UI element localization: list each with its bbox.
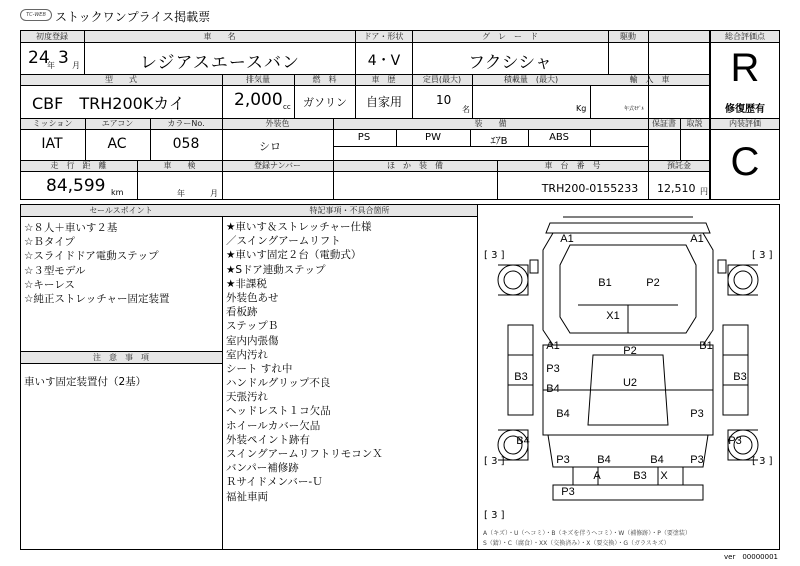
displacement-unit: cc: [283, 103, 291, 111]
list-item: ★非課税: [226, 277, 267, 290]
version-text: ver 00000001: [724, 553, 778, 561]
label-exterior: 外装色: [265, 119, 290, 128]
damage-mark: P2: [623, 345, 637, 357]
first-reg-month: 3: [58, 48, 69, 68]
damage-mark: B4: [546, 383, 560, 395]
list-item: 天張汚れ: [226, 391, 268, 404]
label-car-name: 車 名: [203, 32, 236, 41]
list-item: Ｒサイドメンバー-Ｕ: [226, 476, 323, 489]
list-item: バンパー補修跡: [226, 462, 299, 475]
note-item: 車いす固定装置付（2基）: [24, 376, 147, 388]
deposit: 12,510: [657, 182, 696, 195]
damage-mark: P2: [646, 277, 660, 289]
sheet-title: ストックワンプライス掲載票: [55, 10, 211, 24]
door-shape: 4・V: [367, 53, 401, 69]
equip-abs: ABS: [549, 132, 569, 143]
overall-grade: R: [730, 46, 760, 90]
tire-mark-rear-left: [ 3 ]: [484, 456, 505, 467]
damage-mark: P3: [561, 486, 575, 498]
month-unit: 月: [72, 61, 80, 70]
aircon: AC: [107, 136, 127, 152]
damage-mark: A1: [560, 233, 574, 245]
tire-mark-spare: [ 3 ]: [484, 510, 505, 521]
label-fuel: 燃 料: [312, 75, 337, 84]
damage-mark: B3: [733, 371, 747, 383]
capacity: 10: [436, 93, 452, 107]
interior-grade: C: [730, 140, 760, 184]
repair-history-note: 修復歴有: [725, 104, 765, 115]
list-item: ☆キーレス: [24, 278, 75, 291]
damage-mark: P3: [690, 454, 704, 466]
legend-line-1: A（キズ）・U（ヘコミ）・B（キズを伴うヘコミ）・W（補修跡）・P（要塗装）: [483, 530, 691, 537]
damage-mark: A: [593, 470, 601, 482]
damage-mark: B4: [650, 454, 664, 466]
label-model: 型 式: [105, 75, 137, 84]
model-year-label: 年式ﾓﾃﾞﾙ: [624, 106, 645, 112]
damage-mark: B1: [699, 340, 713, 352]
list-item: ☆スライドドア電動ステップ: [24, 250, 159, 263]
features-heading: 特記事項・不具合箇所: [309, 206, 390, 215]
grade: フクシシャ: [468, 53, 552, 73]
label-color-no: カラーNo.: [167, 119, 205, 128]
fuel: ガソリン: [303, 96, 347, 109]
damage-mark: B1: [598, 277, 612, 289]
damage-mark: B4: [516, 435, 530, 447]
tire-mark-front-left: [ 3 ]: [484, 250, 505, 261]
list-item: ステップＢ: [226, 320, 279, 333]
label-displacement: 排気量: [246, 75, 270, 84]
list-item: ／スイングアームリフト: [226, 235, 341, 248]
tire-mark-rear-right: [ 3 ]: [752, 456, 773, 467]
label-capacity: 定員(最大): [422, 75, 462, 84]
list-item: 福祉車両: [226, 490, 268, 503]
label-manual: 取説: [686, 119, 703, 128]
damage-mark: X: [660, 470, 668, 482]
logo: TC-WEB: [20, 9, 52, 21]
load-unit: Kg: [576, 104, 587, 113]
damage-mark: A1: [690, 233, 704, 245]
damage-mark: U2: [622, 377, 638, 389]
label-overall-eval: 総合評価点: [725, 32, 765, 41]
list-item: シート すれ中: [226, 362, 293, 375]
mileage-unit: km: [111, 188, 124, 197]
exterior-color: シロ: [259, 140, 281, 153]
damage-mark: A1: [546, 340, 560, 352]
mission: IAT: [41, 136, 63, 152]
list-item: ★Sドア連動ステップ: [226, 263, 326, 276]
model-code: CBF TRH200Kカイ: [32, 94, 185, 113]
label-drive: 駆動: [620, 32, 636, 41]
damage-mark: P3: [546, 363, 560, 375]
label-import: 輸 入 車: [629, 75, 670, 84]
list-item: スイングアームリフトリモコンＸ: [226, 448, 383, 460]
label-inspection: 車 検: [163, 161, 196, 170]
label-load: 積載量 (最大): [503, 75, 559, 84]
damage-mark: B3: [514, 371, 528, 383]
inspection-year-unit: 年: [177, 189, 185, 198]
list-item: ☆純正ストレッチャー固定装置: [24, 292, 170, 305]
label-other-equipment: ほ か 装 備: [387, 161, 443, 170]
tire-mark-front-right: [ 3 ]: [752, 250, 773, 261]
color-no: 058: [172, 136, 200, 152]
year-unit: 年: [47, 61, 55, 70]
label-mission: ミッション: [32, 119, 73, 128]
label-mileage: 走 行 距 離: [50, 161, 107, 170]
list-item: ホイールカバー欠品: [226, 419, 321, 432]
damage-mark: X1: [606, 310, 620, 322]
vehicle-history: 自家用: [365, 95, 403, 109]
list-item: 室内内張傷: [226, 334, 279, 347]
equip-airbag: ｴｱB: [490, 136, 508, 147]
label-plate: 登録ナンバー: [253, 161, 302, 170]
list-item: ★車いす固定２台（電動式）: [226, 249, 362, 262]
info-table: [20, 30, 710, 200]
list-item: ハンドルグリップ不良: [226, 377, 331, 390]
sales-points-list: [24, 221, 170, 306]
damage-mark: B4: [556, 408, 570, 420]
list-item: ☆８人＋車いす２基: [24, 222, 118, 234]
list-item: 外装ペイント跡有: [226, 433, 310, 446]
label-aircon: エアコン: [101, 119, 134, 128]
label-first-reg: 初度登録: [36, 32, 68, 41]
damage-mark: P3: [728, 435, 742, 447]
list-item: ☆Ｂタイプ: [24, 236, 75, 249]
equip-pw: PW: [425, 132, 441, 143]
car-name: レジアスエースバン: [139, 53, 301, 73]
first-reg-year: 24: [28, 48, 50, 68]
inspection-month-unit: 月: [210, 189, 218, 198]
list-item: 室内汚れ: [226, 348, 268, 361]
list-item: ヘッドレスト１コ欠品: [226, 405, 331, 418]
equip-ps: PS: [357, 132, 371, 143]
damage-mark: P3: [556, 454, 570, 466]
label-interior-eval: 内装評価: [729, 119, 761, 128]
label-deposit: 預託金: [667, 161, 691, 170]
label-door: ドア・形状: [363, 32, 404, 41]
notes-heading: 注 意 事 項: [93, 353, 149, 362]
sales-points-heading: セールスポイント: [89, 206, 153, 215]
damage-mark: B3: [633, 470, 647, 482]
label-warranty: 保証書: [652, 119, 676, 128]
damage-mark: P3: [690, 408, 704, 420]
legend-line-2: S（錆）・C（腐食）・XX（交換済み）・X（要交換）・G（ガラスキズ）: [483, 540, 670, 547]
chassis-number: TRH200-0155233: [541, 182, 639, 195]
features-list: [226, 220, 383, 504]
label-chassis: 車 台 番 号: [544, 161, 601, 170]
list-item: ★車いす＆ストレッチャー仕様: [226, 221, 372, 233]
list-item: 外装色あせ: [226, 291, 279, 304]
displacement: 2,000: [234, 90, 283, 110]
deposit-unit: 円: [700, 187, 708, 196]
list-item: ☆３型モデル: [24, 264, 86, 277]
damage-mark: B4: [597, 454, 611, 466]
label-equipment: 装 備: [474, 119, 507, 128]
capacity-unit: 名: [462, 105, 470, 114]
mileage: 84,599: [46, 176, 106, 196]
list-item: 看板跡: [226, 306, 258, 319]
label-history: 車 歴: [371, 75, 396, 84]
label-grade: グ レ ー ド: [482, 32, 538, 41]
